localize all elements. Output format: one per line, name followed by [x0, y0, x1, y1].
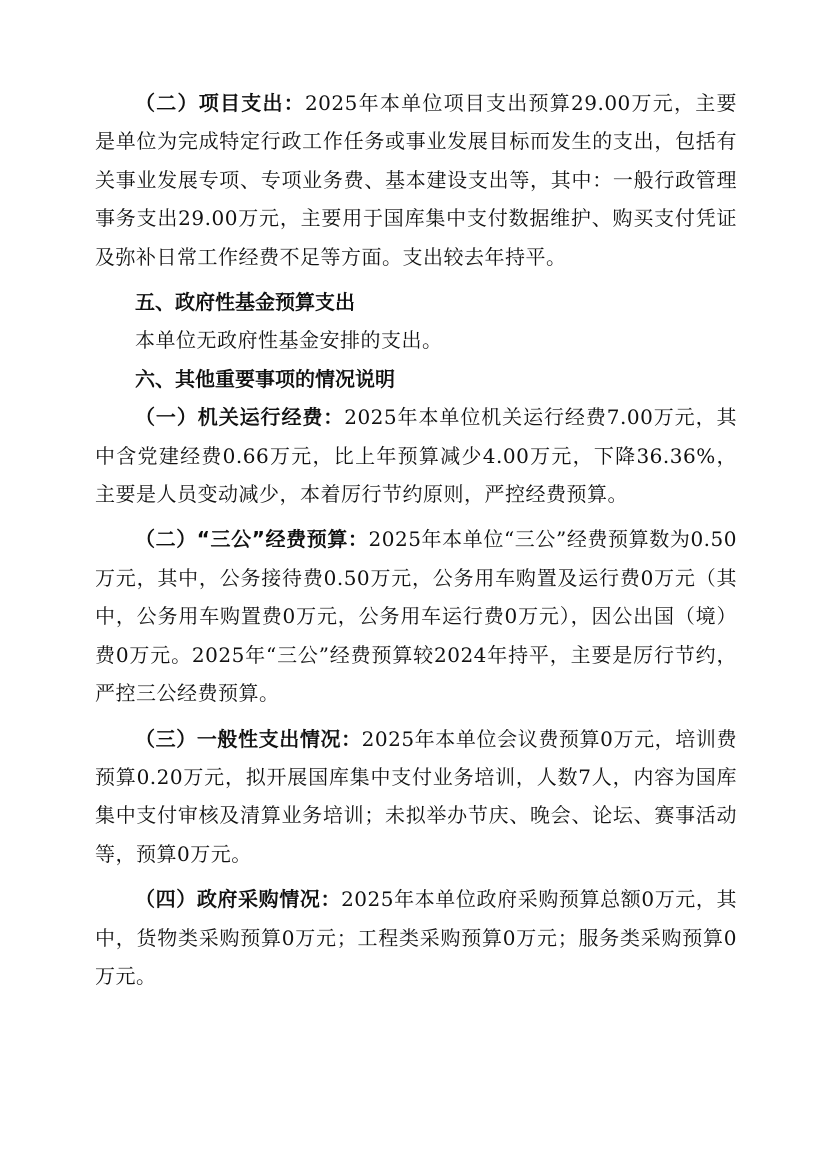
section-heading-five: 五、政府性基金预算支出 [135, 290, 355, 315]
paragraph-operating-expense [95, 398, 737, 513]
paragraph-lead: （一）机关运行经费： [135, 405, 345, 430]
paragraph-lead: （三）一般性支出情况： [135, 726, 362, 751]
paragraph-three-public-expense [95, 520, 737, 712]
paragraph-lead: （二）项目支出： [135, 91, 305, 115]
paragraph-lead: （二）“三公”经费预算： [135, 527, 369, 552]
paragraph-project-expense [95, 84, 737, 276]
document-page [95, 84, 737, 995]
paragraph-body: 2025年本单位项目支出预算29.00万元，主要是单位为完成特定行政工作任务或事业发展目标而发生的支出，包括有关事业发展专项、专项业务费、基本建设支出等，其中：一般行政管理事务支出29.00万元，主要用于国库集中支付数据维护、购买支付凭证及弥补日常工作经费不足等方面。支出较去年持平。 [95, 91, 738, 269]
paragraph-procurement [95, 880, 737, 995]
paragraph-fund-budget: 本单位无政府性基金安排的支出。 [135, 328, 443, 353]
paragraph-body: 2025年本单位政府采购预算总额0万元，其中，货物类采购预算0万元；工程类采购预算0万元；服务类采购预算0万元。 [95, 887, 738, 988]
paragraph-general-expense [95, 720, 737, 874]
paragraph-body: 2025年本单位会议费预算0万元，培训费预算0.20万元，拟开展国库集中支付业务培训，人数7人，内容为国库集中支付审核及清算业务培训；未拟举办节庆、晚会、论坛、赛事活动等，预算0万元。 [95, 726, 737, 866]
paragraph-body: 2025年本单位“三公”经费预算数为0.50万元，其中，公务接待费0.50万元，公务用车购置及运行费0万元（其中，公务用车购置费0万元，公务用车运行费0万元），因公出国（境）费0万元。2025年“三公”经费预算较2024年持平，主要是厉行节约，严控三公经费预算。 [95, 527, 737, 706]
section-heading-six: 六、其他重要事项的情况说明 [135, 366, 395, 391]
paragraph-body: 2025年本单位机关运行经费7.00万元，其中含党建经费0.66万元，比上年预算减少4.00万元，下降36.36%，主要是人员变动减少，本着厉行节约原则，严控经费预算。 [95, 405, 738, 507]
paragraph-lead: （四）政府采购情况： [135, 887, 342, 912]
